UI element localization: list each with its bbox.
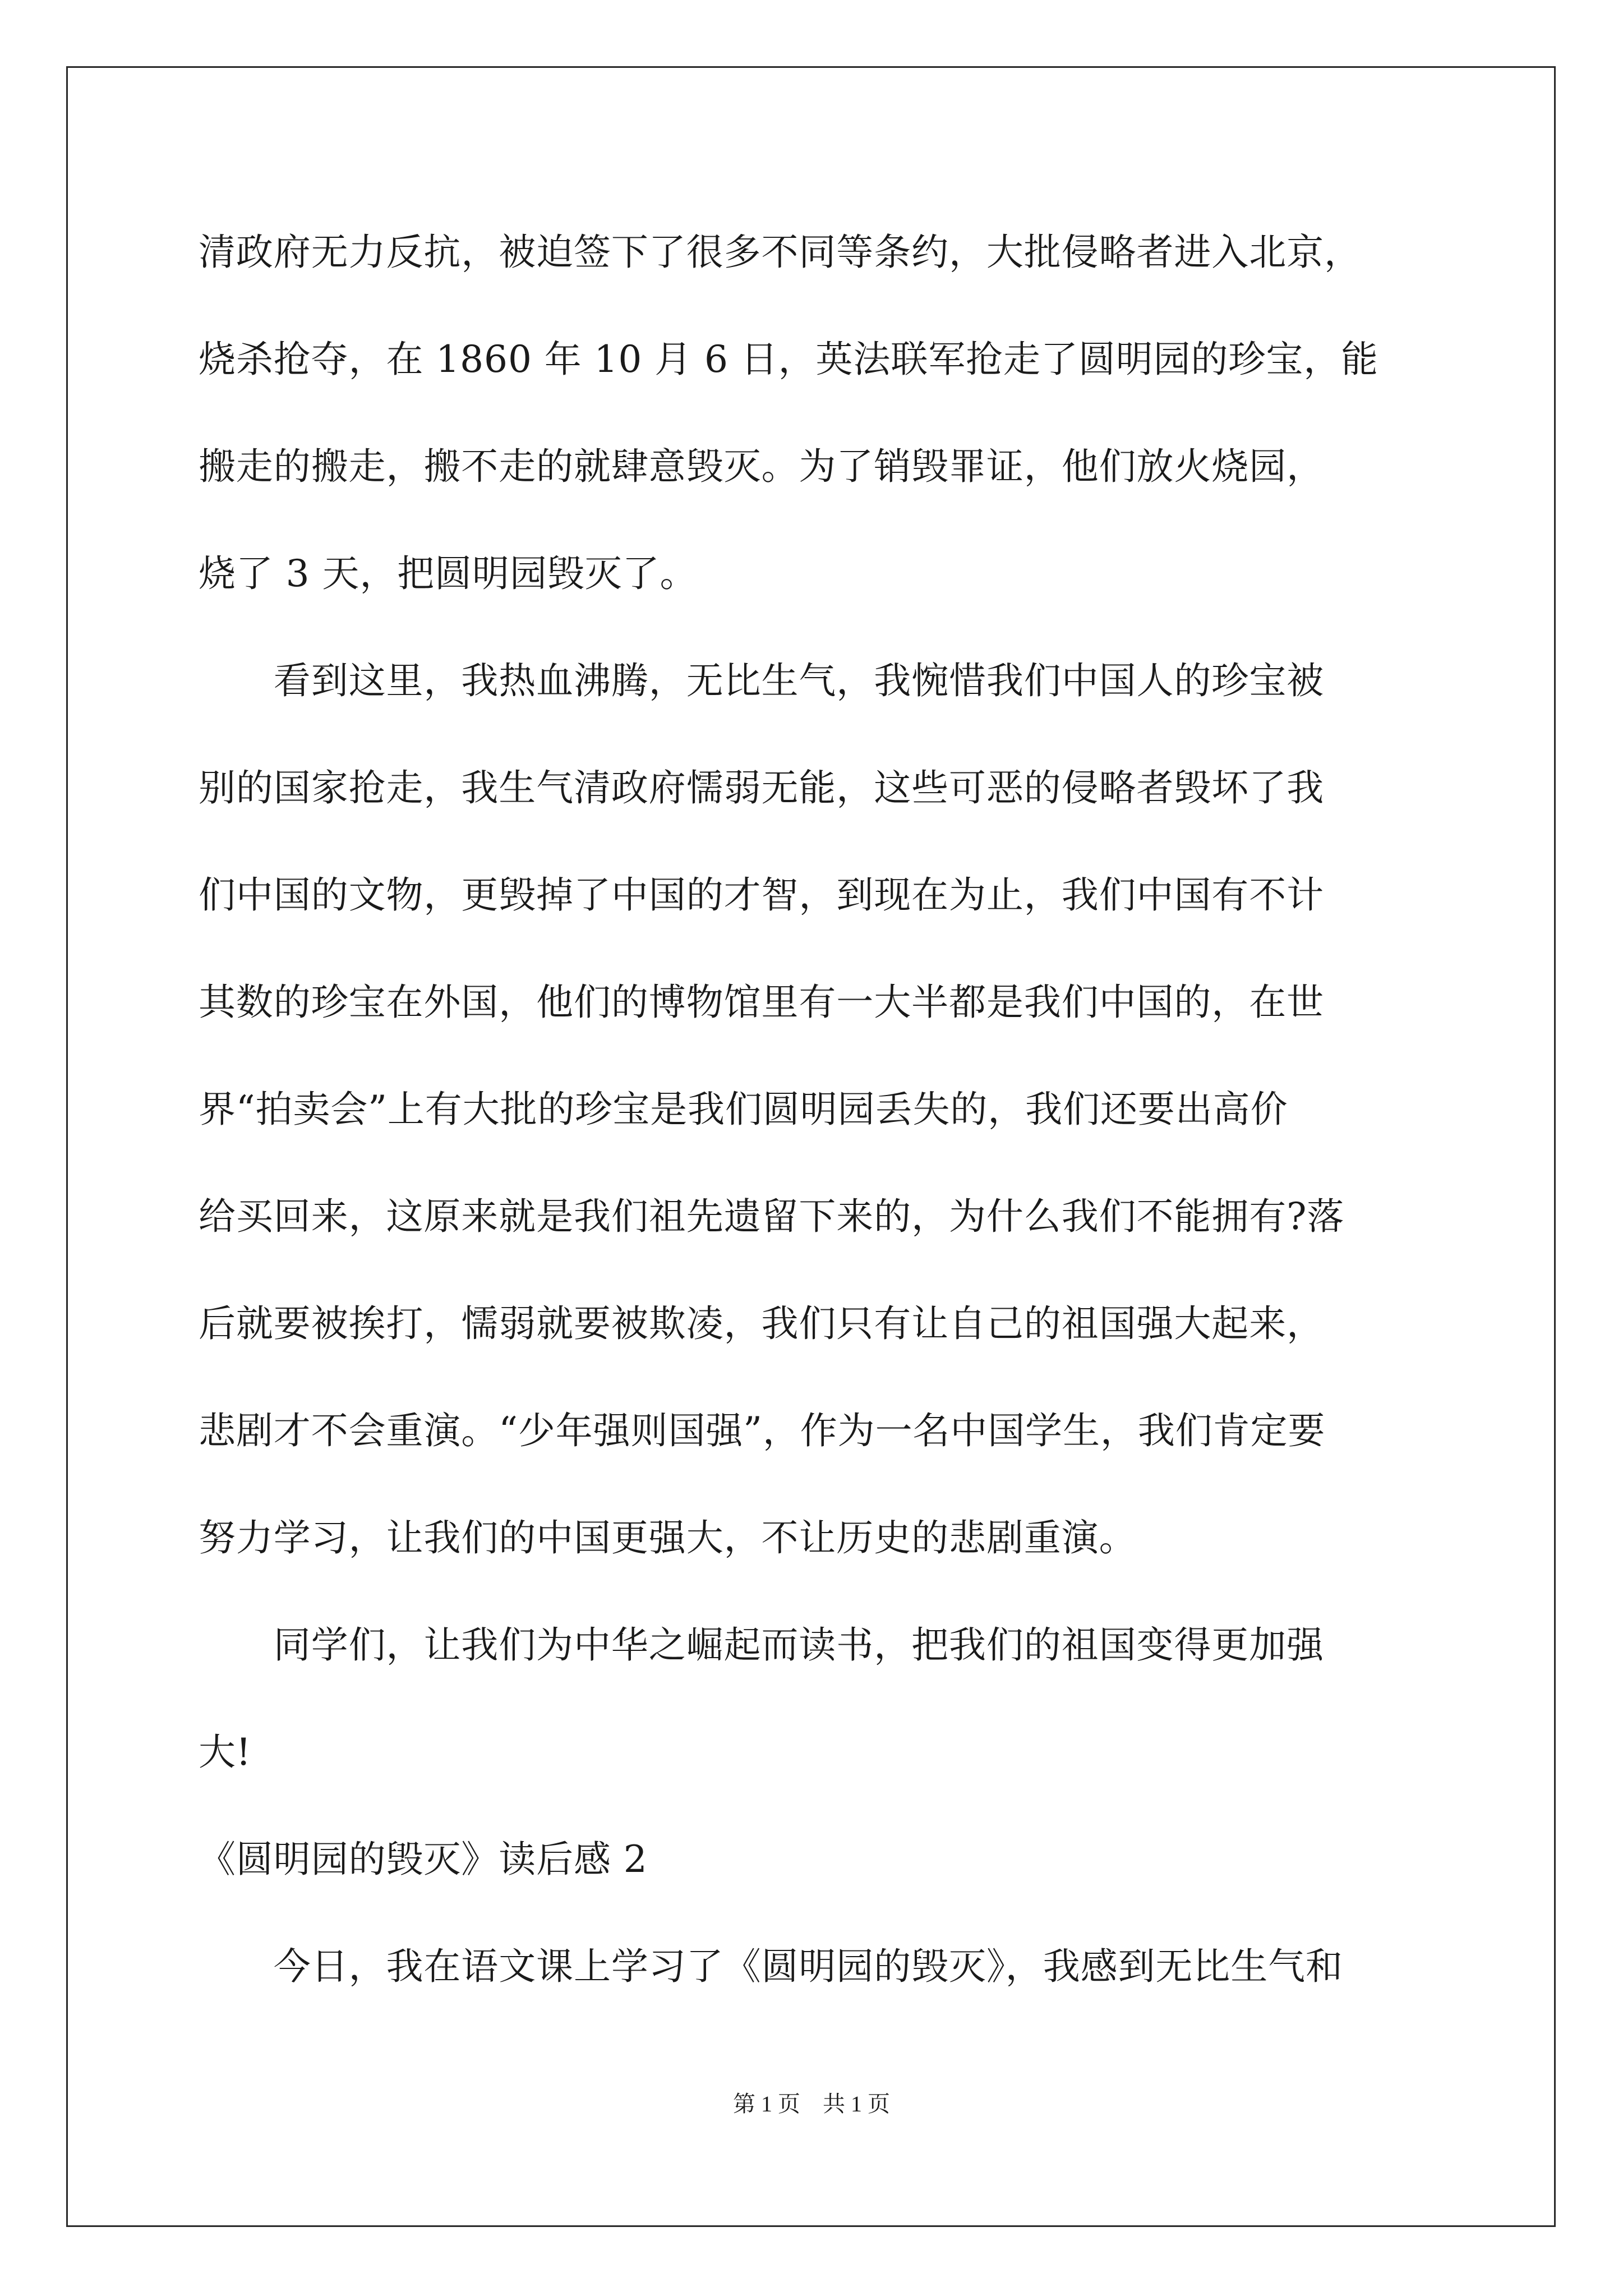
text-line: 界“拍卖会”上有大批的珍宝是我们圆明园丢失的，我们还要出高价 <box>199 1088 1288 1131</box>
text-line: 悲剧才不会重演。“少年强则国强”，作为一名中国学生，我们肯定要 <box>199 1409 1326 1452</box>
text-line: 其数的珍宝在外国，他们的博物馆里有一大半都是我们中国的，在世 <box>199 981 1324 1024</box>
text-line: 努力学习，让我们的中国更强大，不让历史的悲剧重演。 <box>199 1516 1137 1559</box>
section-heading: 《圆明园的毁灭》读后感 2 <box>199 1838 648 1881</box>
page-border <box>66 66 1556 2227</box>
text-line: 大! <box>199 1731 252 1774</box>
text-line: 今日，我在语文课上学习了《圆明园的毁灭》，我感到无比生气和 <box>199 1945 1343 1988</box>
text-line: 后就要被挨打，懦弱就要被欺凌，我们只有让自己的祖国强大起来， <box>199 1302 1324 1345</box>
text-line: 看到这里，我热血沸腾，无比生气，我惋惜我们中国人的珍宝被 <box>199 659 1324 702</box>
text-line: 烧杀抢夺，在 1860 年 10 月 6 日，英法联军抢走了圆明园的珍宝，能 <box>199 338 1379 381</box>
text-line: 们中国的文物，更毁掉了中国的才智，到现在为止，我们中国有不计 <box>199 873 1324 917</box>
text-line: 烧了 3 天，把圆明园毁灭了。 <box>199 552 698 595</box>
text-line: 别的国家抢走，我生气清政府懦弱无能，这些可恶的侵略者毁坏了我 <box>199 766 1324 809</box>
text-line: 给买回来，这原来就是我们祖先遗留下来的，为什么我们不能拥有?落 <box>199 1195 1345 1238</box>
page-number-footer: 第 1 页 共 1 页 <box>733 2091 890 2116</box>
text-line: 同学们，让我们为中华之崛起而读书，把我们的祖国变得更加强 <box>199 1623 1324 1667</box>
text-line: 搬走的搬走，搬不走的就肆意毁灭。为了销毁罪证，他们放火烧园， <box>199 445 1324 488</box>
text-line: 清政府无力反抗，被迫签下了很多不同等条约，大批侵略者进入北京， <box>199 231 1362 274</box>
